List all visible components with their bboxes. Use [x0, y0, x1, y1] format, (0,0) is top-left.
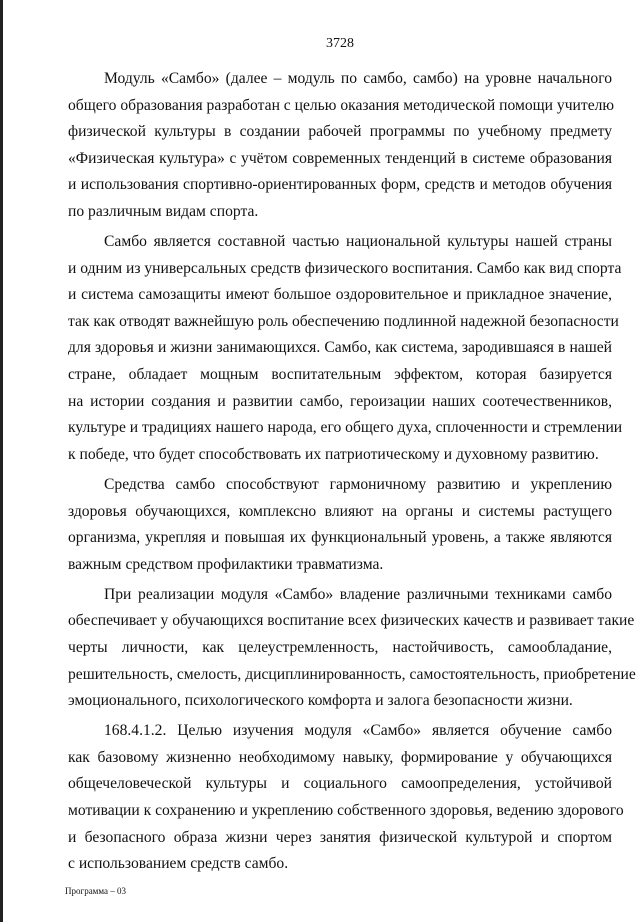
document-body	[68, 66, 636, 881]
text-line: и одним из универсальных средств физического воспитания. Самбо как вид спорта	[68, 259, 622, 277]
text-line: так как отводят важнейшую роль обеспечению подлинной надежной безопасности	[68, 312, 619, 330]
text-line: на истории создания и развитии самбо, героизации наших соотечественников,	[68, 392, 612, 410]
text-line: 168.4.1.2. Целью изучения модуля «Самбо» является обучение самбо	[104, 722, 612, 740]
paragraph	[68, 472, 612, 578]
text-line: важным средством профилактики травматизма.	[68, 555, 384, 573]
text-line: и использования спортивно-ориентированных форм, средств и методов обучения	[68, 176, 612, 194]
text-line: и система самозащиты имеют большое оздоровительное и прикладное значение,	[68, 286, 612, 304]
text-line: «Физическая культура» с учётом современных тенденций в системе образования	[68, 149, 612, 167]
scan-border	[0, 0, 3, 922]
text-line: физической культуры в создании рабочей программы по учебному предмету	[68, 123, 612, 141]
text-line: решительность, смелость, дисциплинированность, самостоятельность, приобретение	[68, 665, 636, 683]
text-line: с использованием средств самбо.	[68, 855, 289, 873]
text-line: культуре и традициях нашего народа, его общего духа, сплоченности и стремлении	[68, 419, 623, 437]
text-line: здоровья обучающихся, комплексно влияют на органы и системы растущего	[68, 502, 612, 520]
text-line: мотивации к сохранению и укреплению собственного здоровья, ведению здорового	[68, 802, 624, 820]
text-line: для здоровья и жизни занимающихся. Самбо, как система, зародившаяся в нашей	[68, 339, 612, 357]
text-line: обеспечивает у обучающихся воспитание всех физических качеств и развивает такие	[68, 612, 635, 630]
text-line: общечеловеческой культуры и социального самоопределения, устойчивой	[68, 775, 612, 793]
text-line: эмоционального, психологического комфорта и залога безопасности жизни.	[68, 692, 573, 710]
text-line: к победе, что будет способствовать их патриотическому и духовному развитию.	[68, 445, 599, 463]
text-line: стране, обладает мощным воспитательным эффектом, которая базируется	[68, 366, 612, 384]
text-line: черты личности, как целеустремленность, настойчивость, самообладание,	[68, 638, 612, 656]
text-line: организма, укрепляя и повышая их функциональный уровень, а также являются	[68, 529, 612, 547]
page-number: 3728	[326, 36, 354, 51]
paragraph	[68, 718, 624, 878]
text-line: как базовому жизненно необходимому навыку, формирование у обучающихся	[68, 748, 612, 766]
paragraph	[68, 229, 623, 468]
text-line: общего образования разработан с целью оказания методической помощи учителю	[68, 96, 615, 114]
text-line: и безопасного образа жизни через занятия физической культурой и спортом	[68, 828, 612, 846]
text-line: Средства самбо способствуют гармоничному развитию и укреплению	[104, 475, 612, 493]
paragraph	[68, 66, 615, 226]
text-line: Самбо является составной частью национальной культуры нашей страны	[104, 233, 612, 251]
paragraph	[68, 582, 636, 715]
text-line: При реализации модуля «Самбо» владение различными техниками самбо	[104, 585, 612, 603]
footer-label: Программа – 03	[65, 886, 127, 896]
text-line: по различным видам спорта.	[68, 202, 259, 220]
text-line: Модуль «Самбо» (далее – модуль по самбо, самбо) на уровне начального	[104, 70, 612, 87]
